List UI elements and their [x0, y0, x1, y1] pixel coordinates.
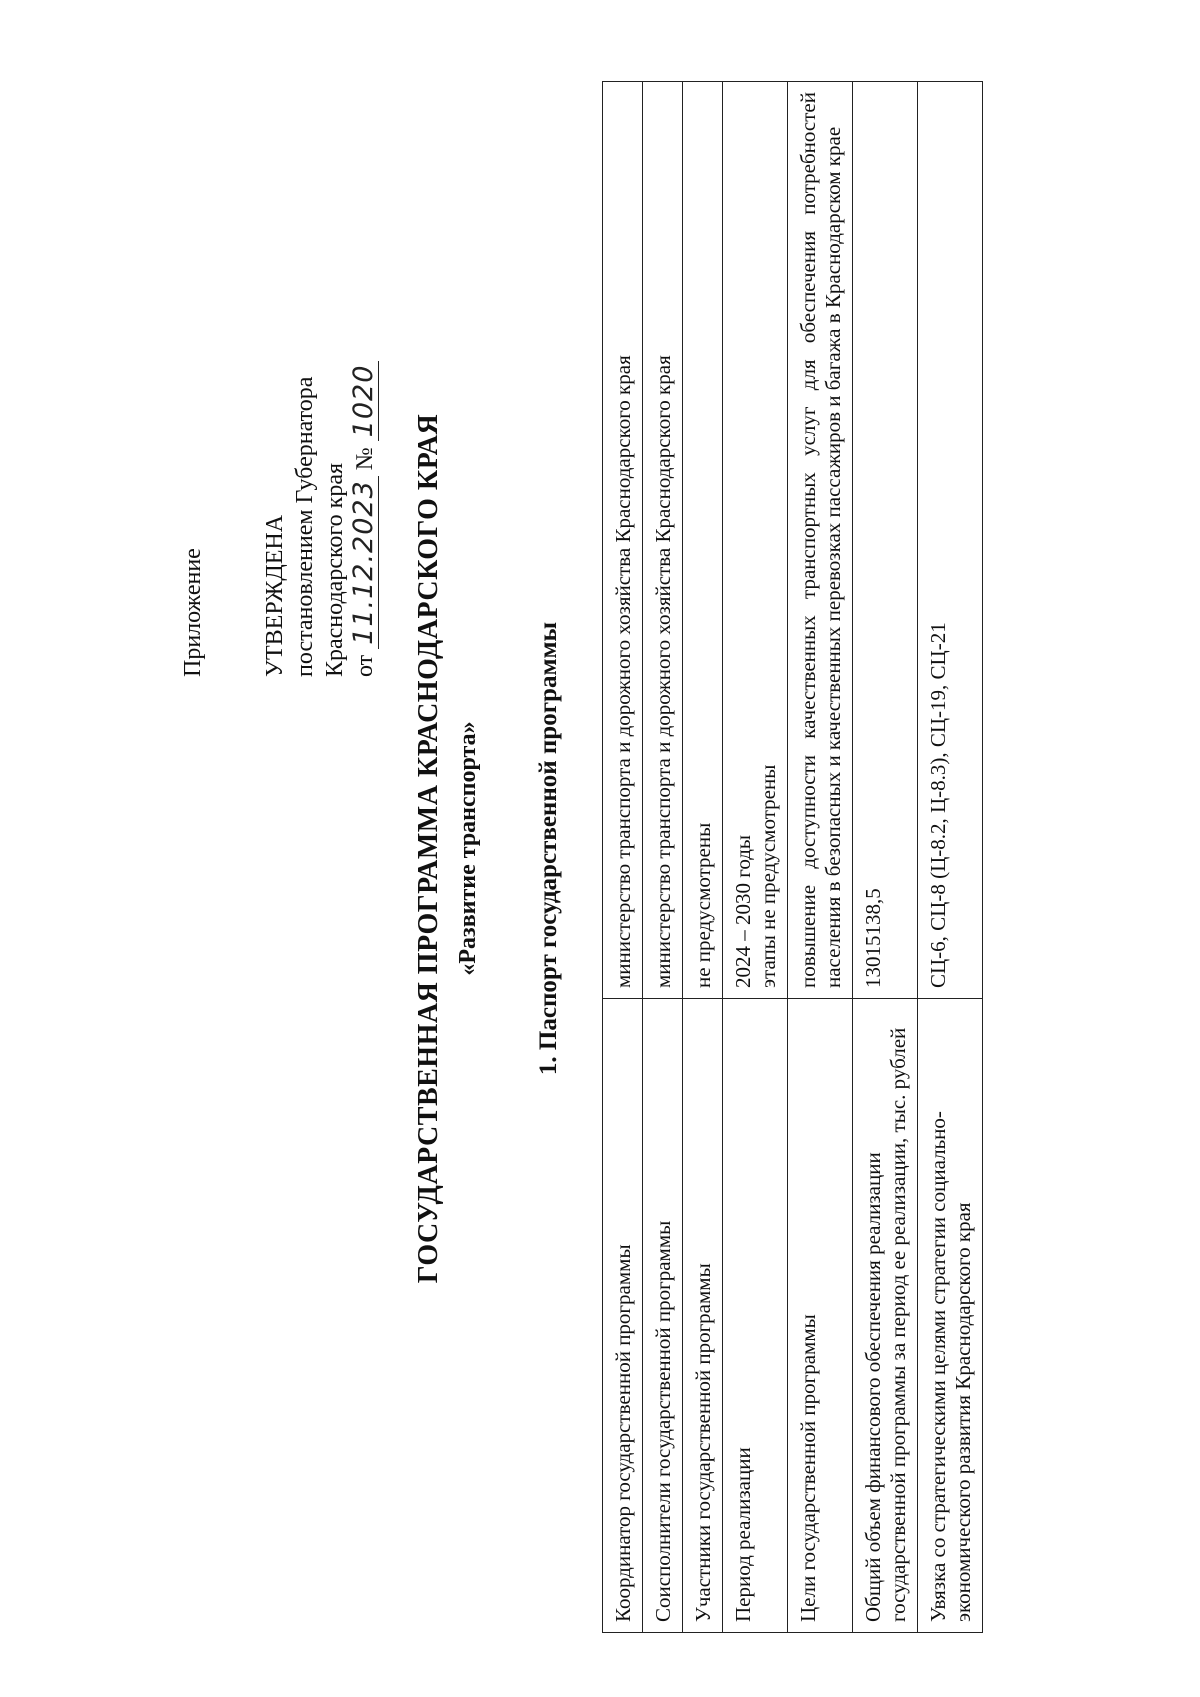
approval-stamp-block [178, 361, 380, 677]
appendix-label: Приложение [180, 548, 206, 677]
from-prefix: от [352, 654, 378, 677]
approval-line-2: Краснодарского края [322, 462, 348, 677]
period-stages: этапы не предусмотрены [756, 764, 780, 988]
row-value: министерство транспорта и дорожного хозяйства Краснодарского края [603, 82, 643, 999]
row-label: Цели государственной программы [788, 999, 853, 1633]
table-row [683, 82, 723, 1633]
table-row [853, 82, 918, 1633]
section-heading: 1. Паспорт государственной программы [535, 621, 562, 1076]
row-value: повышение доступности качественных транспортных услуг для обеспечения потребностей населения в безопасных и качественных перевозках пассажиров и багажа в Краснодарском крае [788, 82, 853, 999]
row-value: не предусмотрены [683, 82, 723, 999]
row-label: Период реализации [723, 999, 788, 1633]
handwritten-number: 1020 [350, 361, 379, 442]
approval-line-1: постановлением Губернатора [292, 376, 318, 677]
program-passport-table [602, 81, 983, 1633]
row-value: СЦ-6, СЦ-8 (Ц-8.2, Ц-8.3), СЦ-19, СЦ-21 [918, 82, 983, 999]
handwritten-date: 11.12.2023 [350, 476, 379, 649]
row-label: Увязка со стратегическими целями стратегии социально-экономического развития Краснодарского края [918, 999, 983, 1633]
row-label: Общий объем финансового обеспечения реализации государственной программы за период ее реализации, тыс. рублей [853, 999, 918, 1633]
document-title: ГОСУДАРСТВЕННАЯ ПРОГРАММА КРАСНОДАРСКОГО КРАЯ [413, 413, 444, 1284]
row-value: министерство транспорта и дорожного хозяйства Краснодарского края [643, 82, 683, 999]
table-row [603, 82, 643, 1633]
table-row [723, 82, 788, 1633]
approval-date-number-line [350, 361, 380, 677]
program-name: «Развитие транспорта» [455, 721, 481, 976]
table-row [643, 82, 683, 1633]
row-label: Участники государственной программы [683, 999, 723, 1633]
row-label: Координатор государственной программы [603, 999, 643, 1633]
table-row [918, 82, 983, 1633]
approved-label: УТВЕРЖДЕНА [262, 514, 288, 677]
table-row [788, 82, 853, 1633]
number-prefix: № [352, 447, 378, 471]
period-years: 2024 – 2030 годы [731, 834, 755, 988]
row-value: 13015138,5 [853, 82, 918, 999]
row-label: Соисполнители государственной программы [643, 999, 683, 1633]
row-value [723, 82, 788, 999]
